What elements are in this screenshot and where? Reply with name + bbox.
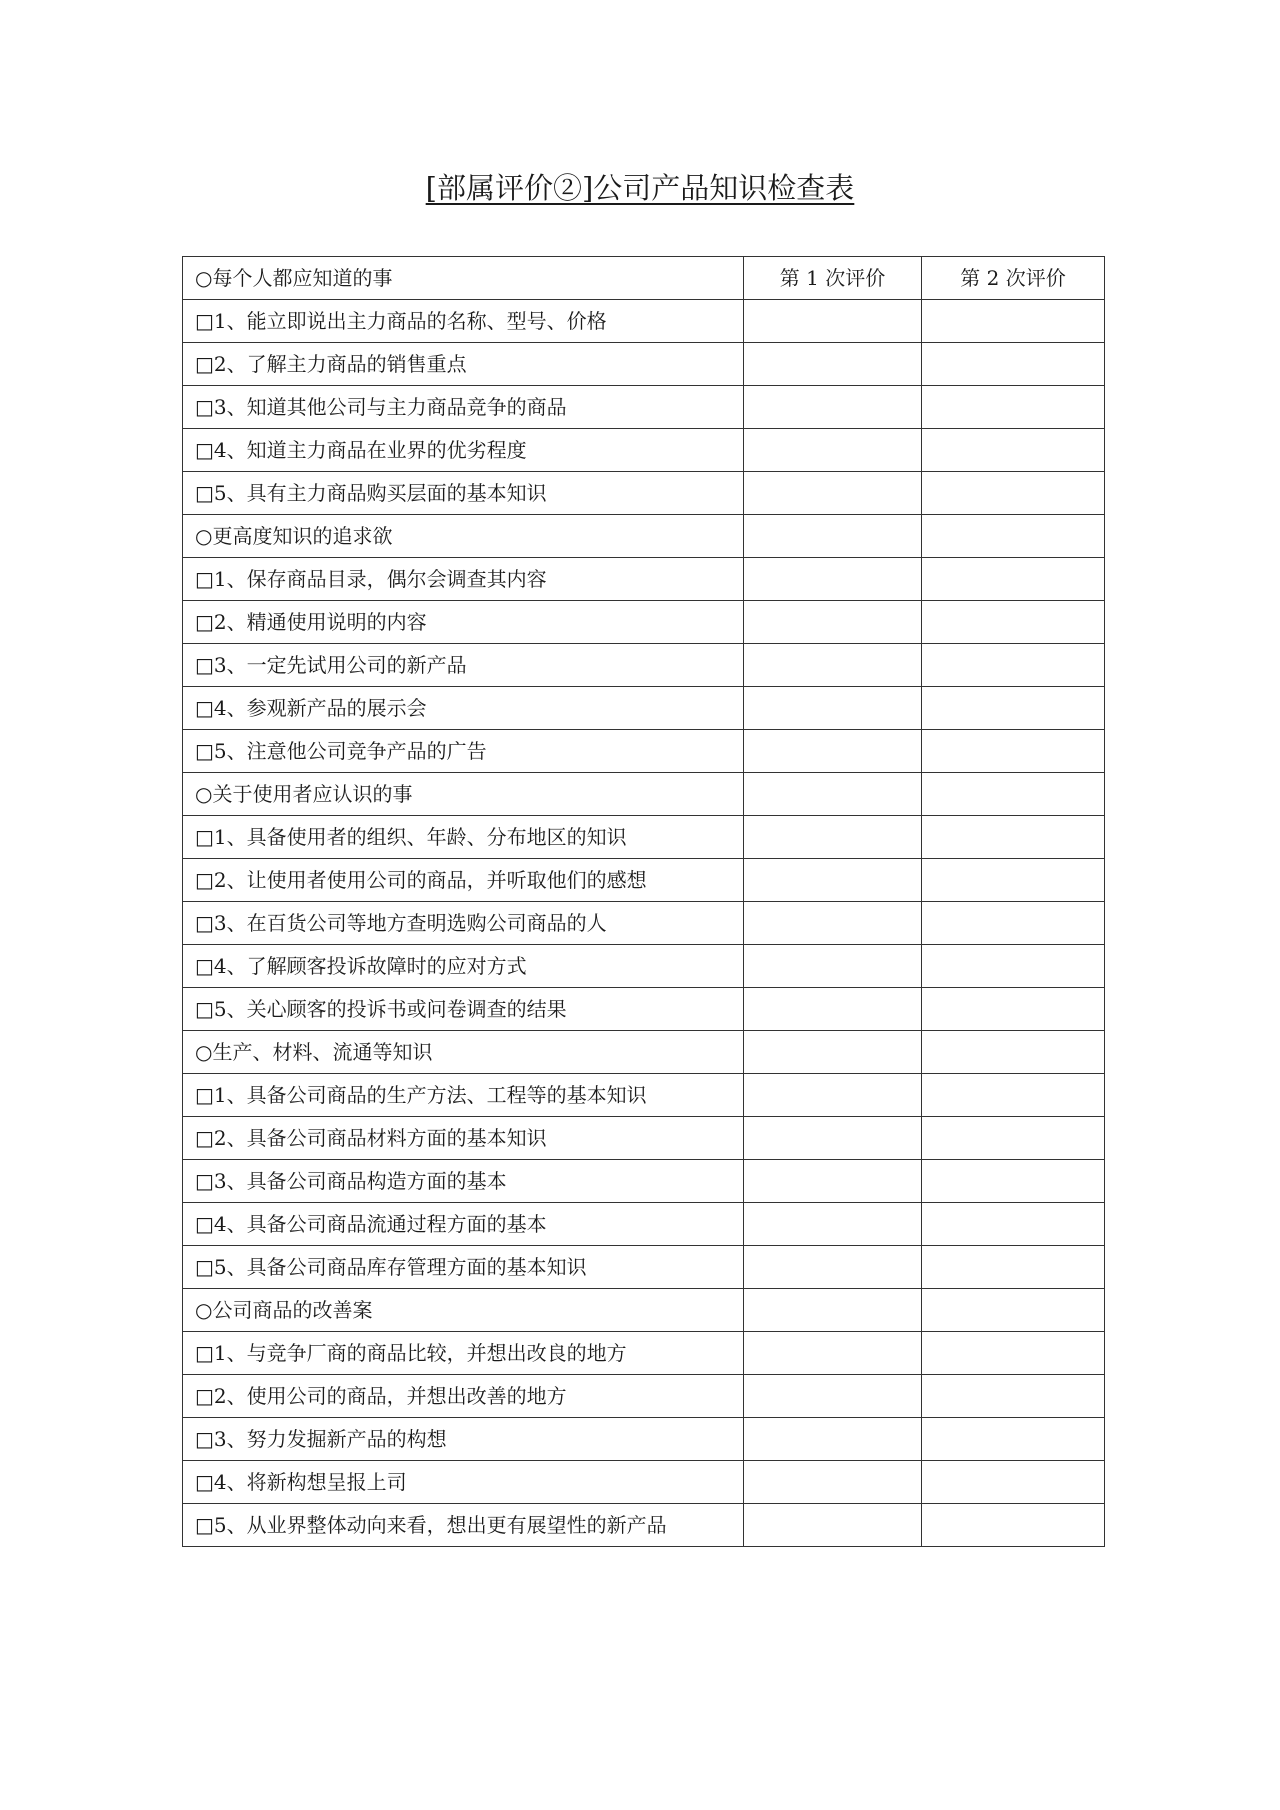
first-evaluation-cell[interactable] — [744, 558, 922, 601]
first-evaluation-cell[interactable] — [744, 1074, 922, 1117]
first-evaluation-cell[interactable] — [744, 945, 922, 988]
first-evaluation-cell[interactable] — [744, 859, 922, 902]
first-evaluation-cell[interactable] — [744, 1461, 922, 1504]
first-evaluation-cell[interactable] — [744, 515, 922, 558]
checklist-item-label: □4、将新构想呈报上司 — [183, 1461, 744, 1504]
first-evaluation-cell[interactable] — [744, 816, 922, 859]
checklist-item-label: □1、保存商品目录，偶尔会调查其内容 — [183, 558, 744, 601]
second-evaluation-cell[interactable] — [922, 1246, 1105, 1289]
checklist-item-label: □1、具备使用者的组织、年龄、分布地区的知识 — [183, 816, 744, 859]
checklist-item-row — [183, 343, 1105, 386]
checklist-item-label: □3、知道其他公司与主力商品竞争的商品 — [183, 386, 744, 429]
second-evaluation-cell[interactable] — [922, 1375, 1105, 1418]
checklist-item-row — [183, 1461, 1105, 1504]
first-evaluation-cell[interactable] — [744, 300, 922, 343]
first-evaluation-cell[interactable] — [744, 773, 922, 816]
checklist-item-label: □1、具备公司商品的生产方法、工程等的基本知识 — [183, 1074, 744, 1117]
checklist-item-label: □2、让使用者使用公司的商品，并听取他们的感想 — [183, 859, 744, 902]
checklist-item-row — [183, 429, 1105, 472]
header-first-evaluation: 第 1 次评价 — [744, 257, 922, 300]
second-evaluation-cell[interactable] — [922, 1203, 1105, 1246]
section-label: ○更高度知识的追求欲 — [183, 515, 744, 558]
checklist-item-row — [183, 1074, 1105, 1117]
second-evaluation-cell[interactable] — [922, 988, 1105, 1031]
first-evaluation-cell[interactable] — [744, 343, 922, 386]
checklist-item-row — [183, 902, 1105, 945]
checklist-item-label: □2、精通使用说明的内容 — [183, 601, 744, 644]
first-evaluation-cell[interactable] — [744, 472, 922, 515]
checklist-item-label: □4、具备公司商品流通过程方面的基本 — [183, 1203, 744, 1246]
section-label: ○关于使用者应认识的事 — [183, 773, 744, 816]
first-evaluation-cell[interactable] — [744, 902, 922, 945]
checklist-item-row — [183, 1375, 1105, 1418]
checklist-item-label: □2、了解主力商品的销售重点 — [183, 343, 744, 386]
checklist-item-row — [183, 558, 1105, 601]
second-evaluation-cell[interactable] — [922, 1332, 1105, 1375]
second-evaluation-cell[interactable] — [922, 1289, 1105, 1332]
first-evaluation-cell[interactable] — [744, 1332, 922, 1375]
first-evaluation-cell[interactable] — [744, 1203, 922, 1246]
checklist-item-row — [183, 300, 1105, 343]
checklist-item-label: □3、一定先试用公司的新产品 — [183, 644, 744, 687]
checklist-item-label: □5、具有主力商品购买层面的基本知识 — [183, 472, 744, 515]
first-evaluation-cell[interactable] — [744, 1160, 922, 1203]
first-evaluation-cell[interactable] — [744, 1418, 922, 1461]
checklist-item-row — [183, 988, 1105, 1031]
checklist-item-row — [183, 816, 1105, 859]
checklist-item-row — [183, 1418, 1105, 1461]
checklist-item-label: □4、了解顾客投诉故障时的应对方式 — [183, 945, 744, 988]
second-evaluation-cell[interactable] — [922, 1504, 1105, 1547]
first-evaluation-cell[interactable] — [744, 1117, 922, 1160]
checklist-item-row — [183, 601, 1105, 644]
second-evaluation-cell[interactable] — [922, 945, 1105, 988]
checklist-item-label: □3、在百货公司等地方查明选购公司商品的人 — [183, 902, 744, 945]
section-row — [183, 773, 1105, 816]
checklist-item-label: □4、参观新产品的展示会 — [183, 687, 744, 730]
checklist-item-row — [183, 1117, 1105, 1160]
checklist-item-label: □5、具备公司商品库存管理方面的基本知识 — [183, 1246, 744, 1289]
checklist-item-label: □1、能立即说出主力商品的名称、型号、价格 — [183, 300, 744, 343]
second-evaluation-cell[interactable] — [922, 1117, 1105, 1160]
second-evaluation-cell[interactable] — [922, 1418, 1105, 1461]
checklist-item-label: □5、注意他公司竞争产品的广告 — [183, 730, 744, 773]
first-evaluation-cell[interactable] — [744, 988, 922, 1031]
first-evaluation-cell[interactable] — [744, 1504, 922, 1547]
second-evaluation-cell[interactable] — [922, 1160, 1105, 1203]
first-evaluation-cell[interactable] — [744, 429, 922, 472]
checklist-item-label: □2、使用公司的商品，并想出改善的地方 — [183, 1375, 744, 1418]
header-second-evaluation: 第 2 次评价 — [922, 257, 1105, 300]
checklist-item-row — [183, 859, 1105, 902]
second-evaluation-cell[interactable] — [922, 859, 1105, 902]
first-evaluation-cell[interactable] — [744, 1289, 922, 1332]
checklist-item-label: □5、关心顾客的投诉书或问卷调查的结果 — [183, 988, 744, 1031]
second-evaluation-cell[interactable] — [922, 644, 1105, 687]
checklist-item-row — [183, 1160, 1105, 1203]
second-evaluation-cell[interactable] — [922, 300, 1105, 343]
checklist-item-label: □3、具备公司商品构造方面的基本 — [183, 1160, 744, 1203]
document-title-text: [部属评价②]公司产品知识检查表 — [425, 171, 855, 205]
checklist-item-label: □5、从业界整体动向来看，想出更有展望性的新产品 — [183, 1504, 744, 1547]
second-evaluation-cell[interactable] — [922, 816, 1105, 859]
first-evaluation-cell[interactable] — [744, 386, 922, 429]
checklist-item-label: □1、与竞争厂商的商品比较，并想出改良的地方 — [183, 1332, 744, 1375]
checklist-item-row — [183, 945, 1105, 988]
section-label: ○生产、材料、流通等知识 — [183, 1031, 744, 1074]
checklist-item-row — [183, 730, 1105, 773]
first-evaluation-cell[interactable] — [744, 644, 922, 687]
section-row — [183, 1289, 1105, 1332]
second-evaluation-cell[interactable] — [922, 687, 1105, 730]
second-evaluation-cell[interactable] — [922, 558, 1105, 601]
second-evaluation-cell[interactable] — [922, 429, 1105, 472]
second-evaluation-cell[interactable] — [922, 472, 1105, 515]
checklist-item-row — [183, 1203, 1105, 1246]
second-evaluation-cell[interactable] — [922, 515, 1105, 558]
checklist-item-row — [183, 687, 1105, 730]
first-evaluation-cell[interactable] — [744, 687, 922, 730]
checklist-item-row — [183, 1332, 1105, 1375]
first-evaluation-cell[interactable] — [744, 601, 922, 644]
section-label: ○公司商品的改善案 — [183, 1289, 744, 1332]
second-evaluation-cell[interactable] — [922, 902, 1105, 945]
second-evaluation-cell[interactable] — [922, 601, 1105, 644]
second-evaluation-cell[interactable] — [922, 386, 1105, 429]
second-evaluation-cell[interactable] — [922, 1461, 1105, 1504]
checklist-item-row — [183, 386, 1105, 429]
first-evaluation-cell[interactable] — [744, 1375, 922, 1418]
second-evaluation-cell[interactable] — [922, 343, 1105, 386]
checklist-item-row — [183, 472, 1105, 515]
second-evaluation-cell[interactable] — [922, 773, 1105, 816]
checklist-item-label: □3、努力发掘新产品的构想 — [183, 1418, 744, 1461]
document-title — [0, 168, 1280, 208]
product-knowledge-checklist-table — [182, 256, 1105, 1547]
row-label: ○每个人都应知道的事 — [183, 257, 744, 300]
checklist-item-label: □4、知道主力商品在业界的优劣程度 — [183, 429, 744, 472]
section-row — [183, 515, 1105, 558]
section-row — [183, 1031, 1105, 1074]
checklist-item-row — [183, 1504, 1105, 1547]
first-evaluation-cell[interactable] — [744, 1031, 922, 1074]
checklist-item-row — [183, 1246, 1105, 1289]
table-row — [183, 257, 1105, 300]
second-evaluation-cell[interactable] — [922, 1074, 1105, 1117]
second-evaluation-cell[interactable] — [922, 1031, 1105, 1074]
first-evaluation-cell[interactable] — [744, 730, 922, 773]
second-evaluation-cell[interactable] — [922, 730, 1105, 773]
first-evaluation-cell[interactable] — [744, 1246, 922, 1289]
checklist-item-row — [183, 644, 1105, 687]
checklist-item-label: □2、具备公司商品材料方面的基本知识 — [183, 1117, 744, 1160]
